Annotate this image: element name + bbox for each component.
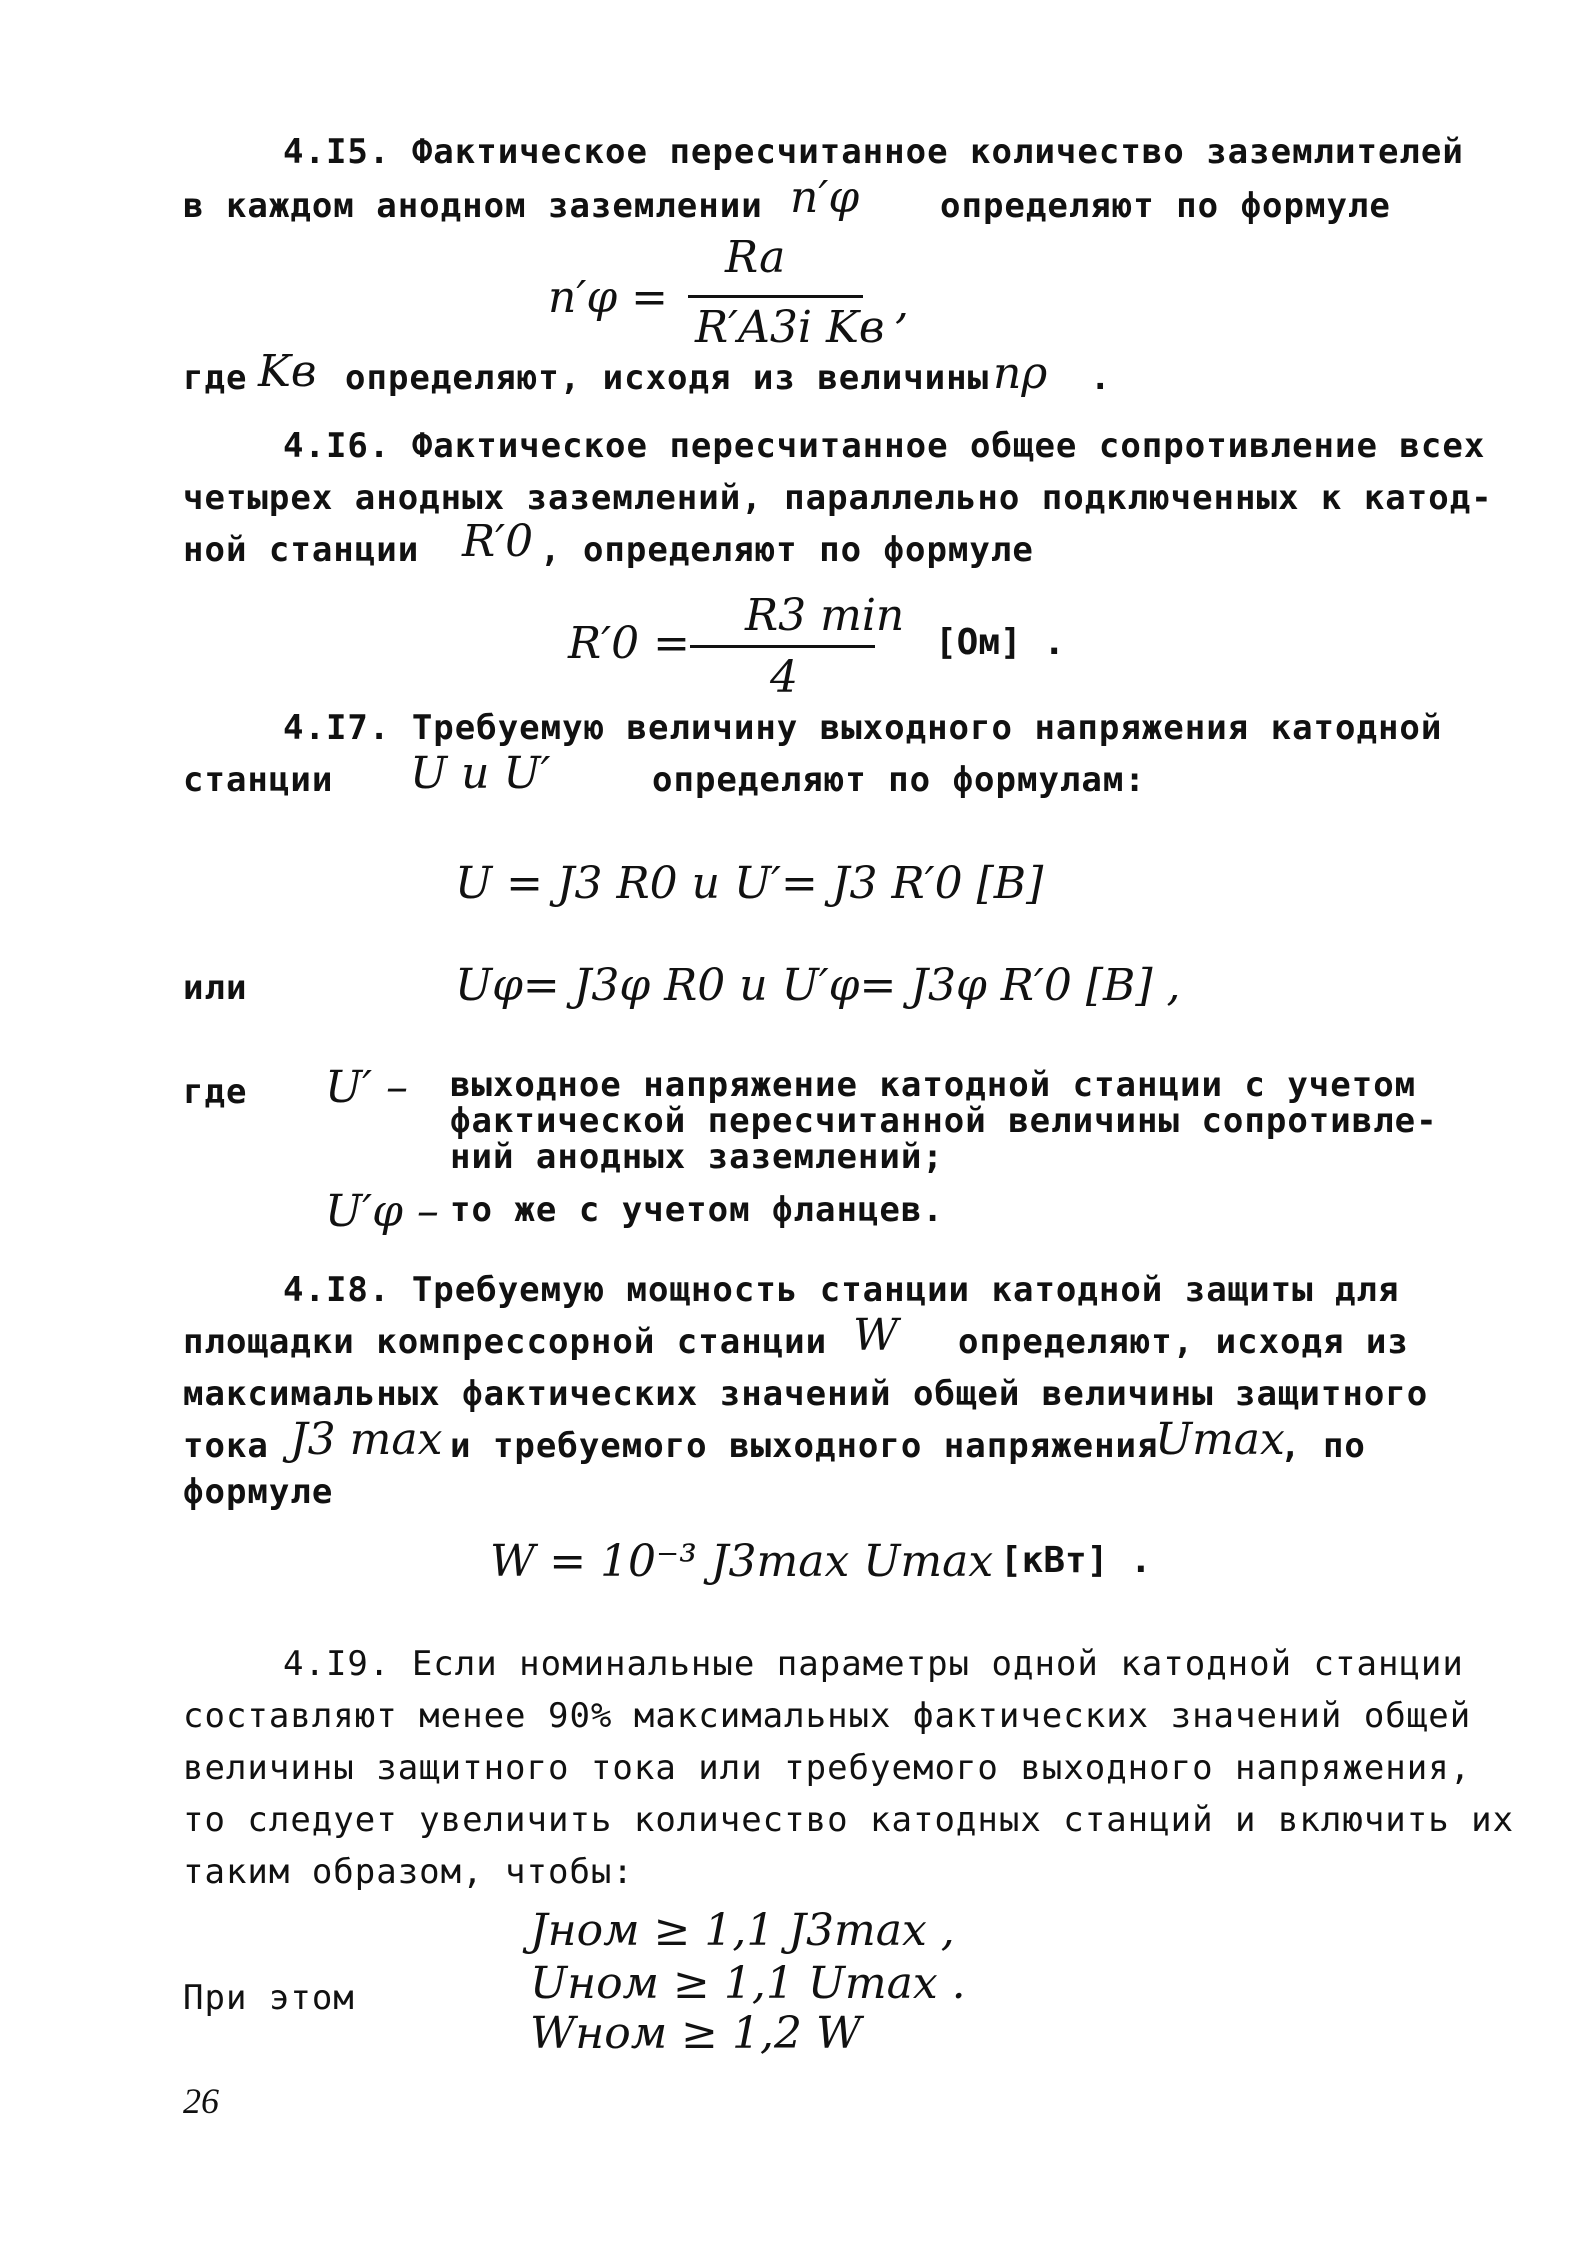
- p415-where-end: .: [1090, 358, 1112, 398]
- p417-u-and: U и U′: [410, 748, 551, 799]
- p416-formula-numerator: R3 min: [745, 590, 905, 641]
- p417-u-prime-def3: ний анодных заземлений;: [450, 1137, 944, 1177]
- p416-r0-prime: R′0: [462, 516, 534, 567]
- p415-formula-lhs: n′φ =: [548, 272, 668, 323]
- p417-where: где: [183, 1072, 248, 1112]
- p419-condition-power: Wном ≥ 1,2 W: [530, 2008, 862, 2059]
- p416-formula-lhs: R′0 =: [568, 618, 690, 669]
- p418-w-sym: W: [853, 1310, 899, 1361]
- p419-line5: таким образом, чтобы:: [183, 1852, 634, 1892]
- p418-line1: 4.I8. Требуемую мощность станции катодной защиты для: [283, 1270, 1400, 1310]
- p417-line2a: станции: [183, 760, 334, 800]
- p419-line3: величины защитного тока или требуемого выходного напряжения,: [183, 1748, 1472, 1788]
- p419-condition-voltage: Uном ≥ 1,1 Umax .: [530, 1958, 966, 2009]
- p417-u-phi-sym: U′φ –: [325, 1186, 439, 1237]
- p415-line2b: определяют по формуле: [940, 186, 1391, 226]
- p415-fraction-bar: [688, 295, 863, 298]
- p416-fraction-bar: [690, 645, 875, 648]
- p415-formula-numerator: Ra: [725, 232, 786, 283]
- p418-line2a: площадки компрессорной станции: [183, 1322, 828, 1362]
- p415-where-text: определяют, исходя из величины: [345, 358, 990, 398]
- p418-line4a: тока: [183, 1426, 269, 1466]
- p415-line2a: в каждом анодном заземлении: [183, 186, 763, 226]
- p418-line5: формуле: [183, 1472, 334, 1512]
- p416-formula-unit: [Ом] .: [935, 622, 1066, 663]
- p416-line3b: , определяют по формуле: [540, 530, 1034, 570]
- p417-u-prime-def2: фактической пересчитанной величины сопротивле-: [450, 1101, 1438, 1141]
- p417-or: или: [183, 968, 248, 1008]
- p418-formula-unit: [кВт] .: [1000, 1540, 1152, 1581]
- p417-formula-2: Uφ= J3φ R0 и U′φ= J3φ R′0 [В] ,: [455, 960, 1181, 1011]
- p417-line1: 4.I7. Требуемую величину выходного напряжения катодной: [283, 708, 1443, 748]
- p415-formula-denominator: R′A3i Kв: [695, 302, 885, 353]
- p415-n-phi-prime: n′φ: [790, 172, 860, 223]
- p415-where: где: [183, 358, 248, 398]
- p415-where-kv: Kв: [258, 346, 317, 397]
- p417-u-prime-sym: U′ –: [325, 1062, 409, 1113]
- p415-where-np: nρ: [993, 348, 1048, 399]
- p417-line2b: определяют по формулам:: [652, 760, 1146, 800]
- p416-line3a: ной станции: [183, 530, 420, 570]
- p418-u-max: Umax: [1155, 1414, 1285, 1465]
- p415-formula-comma: ,: [895, 278, 909, 329]
- p419-line4: то следует увеличить количество катодных станций и включить их: [183, 1800, 1515, 1840]
- p417-u-phi-def: то же с учетом фланцев.: [450, 1190, 944, 1230]
- p416-formula-denominator: 4: [770, 652, 798, 703]
- p418-line4c: , по: [1280, 1426, 1366, 1466]
- page-number: 26: [183, 2081, 219, 2121]
- p417-u-prime-def1: выходное напряжение катодной станции с учетом: [450, 1065, 1417, 1105]
- p419-condition-current: Jном ≥ 1,1 J3max ,: [530, 1905, 955, 1956]
- p417-formula-1: U = J3 R0 и U′= J3 R′0 [В]: [455, 858, 1044, 909]
- p419-line2: составляют менее 90% максимальных фактических значений общей: [183, 1696, 1472, 1736]
- p418-j-max: J3 max: [290, 1414, 443, 1465]
- p418-line2b: определяют, исходя из: [958, 1322, 1409, 1362]
- p416-line2: четырех анодных заземлений, параллельно подключенных к катод-: [183, 478, 1493, 518]
- p415-line1: 4.I5. Фактическое пересчитанное количество заземлителей: [283, 132, 1464, 172]
- p416-line1: 4.I6. Фактическое пересчитанное общее сопротивление всех: [283, 426, 1486, 466]
- p419-line1: 4.I9. Если номинальные параметры одной катодной станции: [283, 1644, 1464, 1684]
- p418-line3: максимальных фактических значений общей величины защитного: [183, 1374, 1429, 1414]
- p418-line4b: и требуемого выходного напряжения: [450, 1426, 1159, 1466]
- p418-formula: W = 10⁻³ J3max Umax: [490, 1536, 994, 1587]
- p419-at-this: При этом: [183, 1978, 355, 2018]
